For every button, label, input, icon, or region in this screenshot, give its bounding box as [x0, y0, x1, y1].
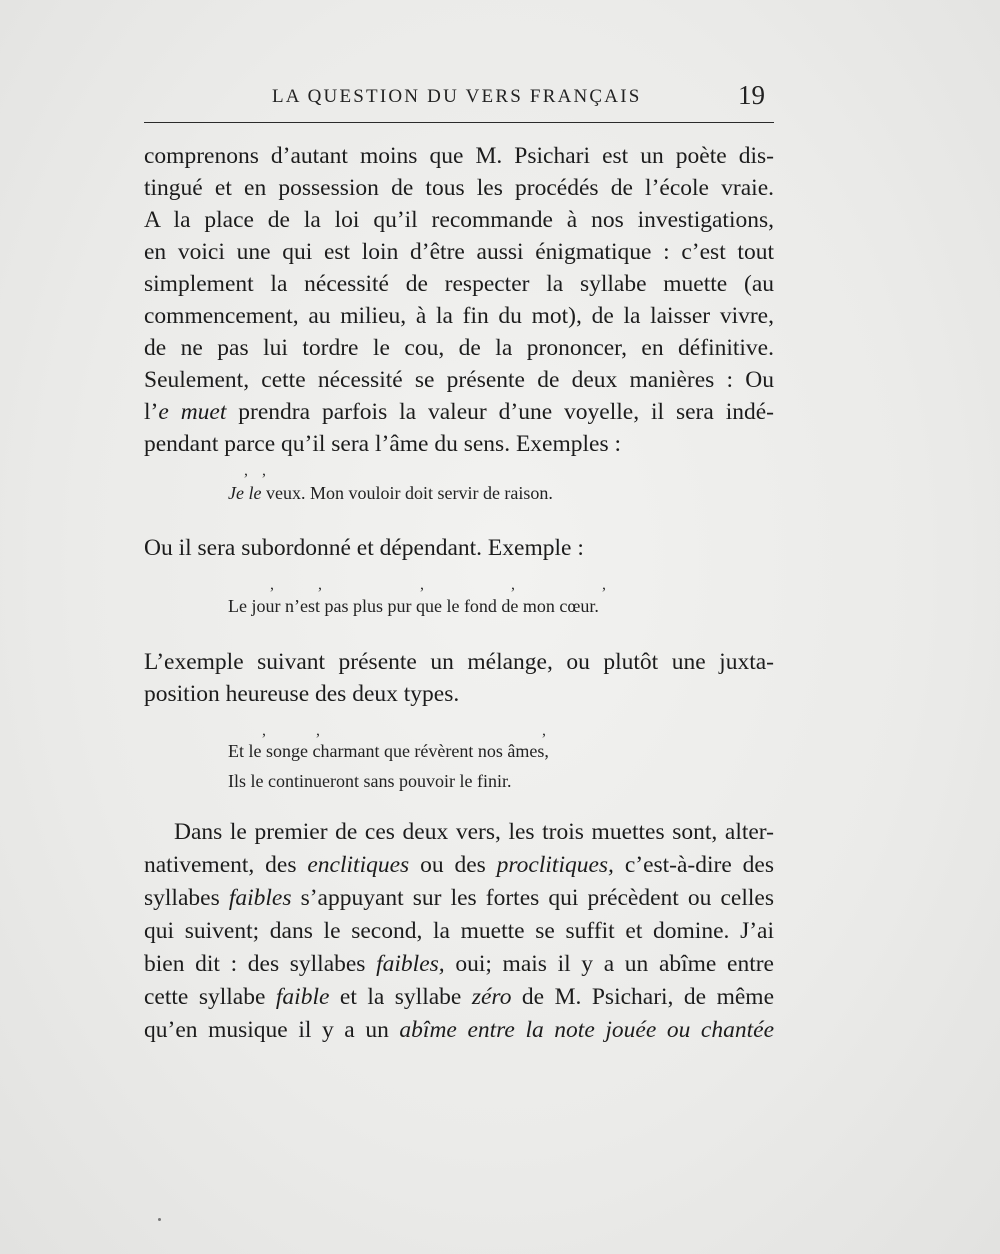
verse-example-2: Le jour n’est pas plus pur que le fond de mon cœur.	[228, 596, 599, 616]
text-line: simplement la nécessité de respecter la syllabe muette (au	[144, 271, 774, 297]
text-fragment: cette syllabe	[144, 984, 276, 1010]
paragraph-4	[144, 816, 774, 1047]
paragraph-1	[144, 140, 774, 460]
text-line	[144, 396, 774, 428]
text-line: de ne pas lui tordre le cou, de la prononcer, en définitive.	[144, 335, 774, 361]
text-line: position heureuse des deux types.	[144, 681, 460, 707]
stress-mark: ,	[262, 462, 266, 479]
text-fragment: s’appuyant sur les fortes qui précèdent ou celles	[291, 885, 774, 911]
stress-mark: ,	[420, 576, 424, 593]
text-line	[144, 948, 774, 981]
text-line: qui suivent; dans le second, la muette se suffit et domine. J’ai	[144, 918, 774, 944]
stress-mark: ,	[262, 722, 266, 739]
verse-example-3-line-1: Et le songe charmant que révèrent nos âmes,	[228, 741, 549, 761]
paragraph-3	[144, 646, 774, 710]
text-line: commencement, au milieu, à la fin du mot), de la laisser vivre,	[144, 303, 774, 329]
text-line: A la place de la loi qu’il recommande à nos investigations,	[144, 207, 774, 233]
text-line: Seulement, cette nécessité se présente de deux manières : Ou	[144, 367, 774, 393]
text-line	[144, 1014, 774, 1047]
italic-term: Je le	[228, 483, 262, 503]
stress-mark: ,	[316, 722, 320, 739]
text-fragment: bien dit : des syllabes	[144, 951, 377, 977]
text-fragment: nativement, des	[144, 852, 308, 878]
running-title: LA QUESTION DU VERS FRANÇAIS	[272, 86, 642, 107]
italic-term: abîme entre la note jouée ou chantée	[399, 1017, 774, 1043]
text-fragment: prendra parfois la valeur d’une voyelle, il sera indé-	[226, 399, 774, 425]
stress-mark: ,	[602, 576, 606, 593]
text-line: comprenons d’autant moins que M. Psichari est un poète dis-	[144, 143, 774, 169]
italic-term: faible	[275, 984, 330, 1010]
page-number: 19	[738, 80, 765, 110]
text-line: en voici une qui est loin d’être aussi énigmatique : c’est tout	[144, 239, 774, 265]
text-line: Ou il sera subordonné et dépendant. Exemple :	[144, 535, 584, 561]
verse-example-1	[228, 483, 553, 504]
stress-mark: ,	[270, 576, 274, 593]
italic-term: proclitiques,	[496, 852, 614, 878]
text-fragment: l’	[144, 399, 159, 425]
text-line: pendant parce qu’il sera l’âme du sens. Exemples :	[144, 431, 622, 457]
text-fragment: qu’en musique il y a un	[144, 1017, 400, 1043]
italic-term: faibles	[228, 885, 292, 911]
text-line	[144, 981, 774, 1014]
italic-term: faibles,	[376, 951, 445, 977]
verse-text: veux. Mon vouloir doit servir de raison.	[261, 483, 553, 503]
text-fragment: syllabes	[144, 885, 229, 911]
text-fragment: de M. Psichari, de même	[511, 984, 775, 1010]
header-rule	[144, 122, 774, 123]
stress-mark: ,	[542, 722, 546, 739]
verse-example-3-line-2: Ils le continueront sans pouvoir le finir.	[228, 771, 512, 791]
text-line: tingué et en possession de tous les procédés de l’école vraie.	[144, 175, 774, 201]
text-line: Dans le premier de ces deux vers, les trois muettes sont, alter-	[174, 819, 774, 845]
text-fragment: ou des	[409, 852, 497, 878]
stress-mark: ,	[244, 462, 248, 479]
italic-term: e muet	[158, 399, 227, 425]
stress-mark: ,	[318, 576, 322, 593]
text-line: L’exemple suivant présente un mélange, ou plutôt une juxta-	[144, 649, 774, 675]
paper-speck	[158, 1218, 161, 1221]
text-line	[144, 882, 774, 915]
text-fragment: c’est-à-dire des	[613, 852, 774, 878]
text-fragment: oui; mais il y a un abîme entre	[444, 951, 774, 977]
text-line	[144, 849, 774, 882]
italic-term: enclitiques	[307, 852, 410, 878]
paragraph-2	[144, 532, 774, 564]
stress-mark: ,	[511, 576, 515, 593]
text-fragment: et la syllabe	[329, 984, 472, 1010]
italic-term: zéro	[471, 984, 512, 1010]
